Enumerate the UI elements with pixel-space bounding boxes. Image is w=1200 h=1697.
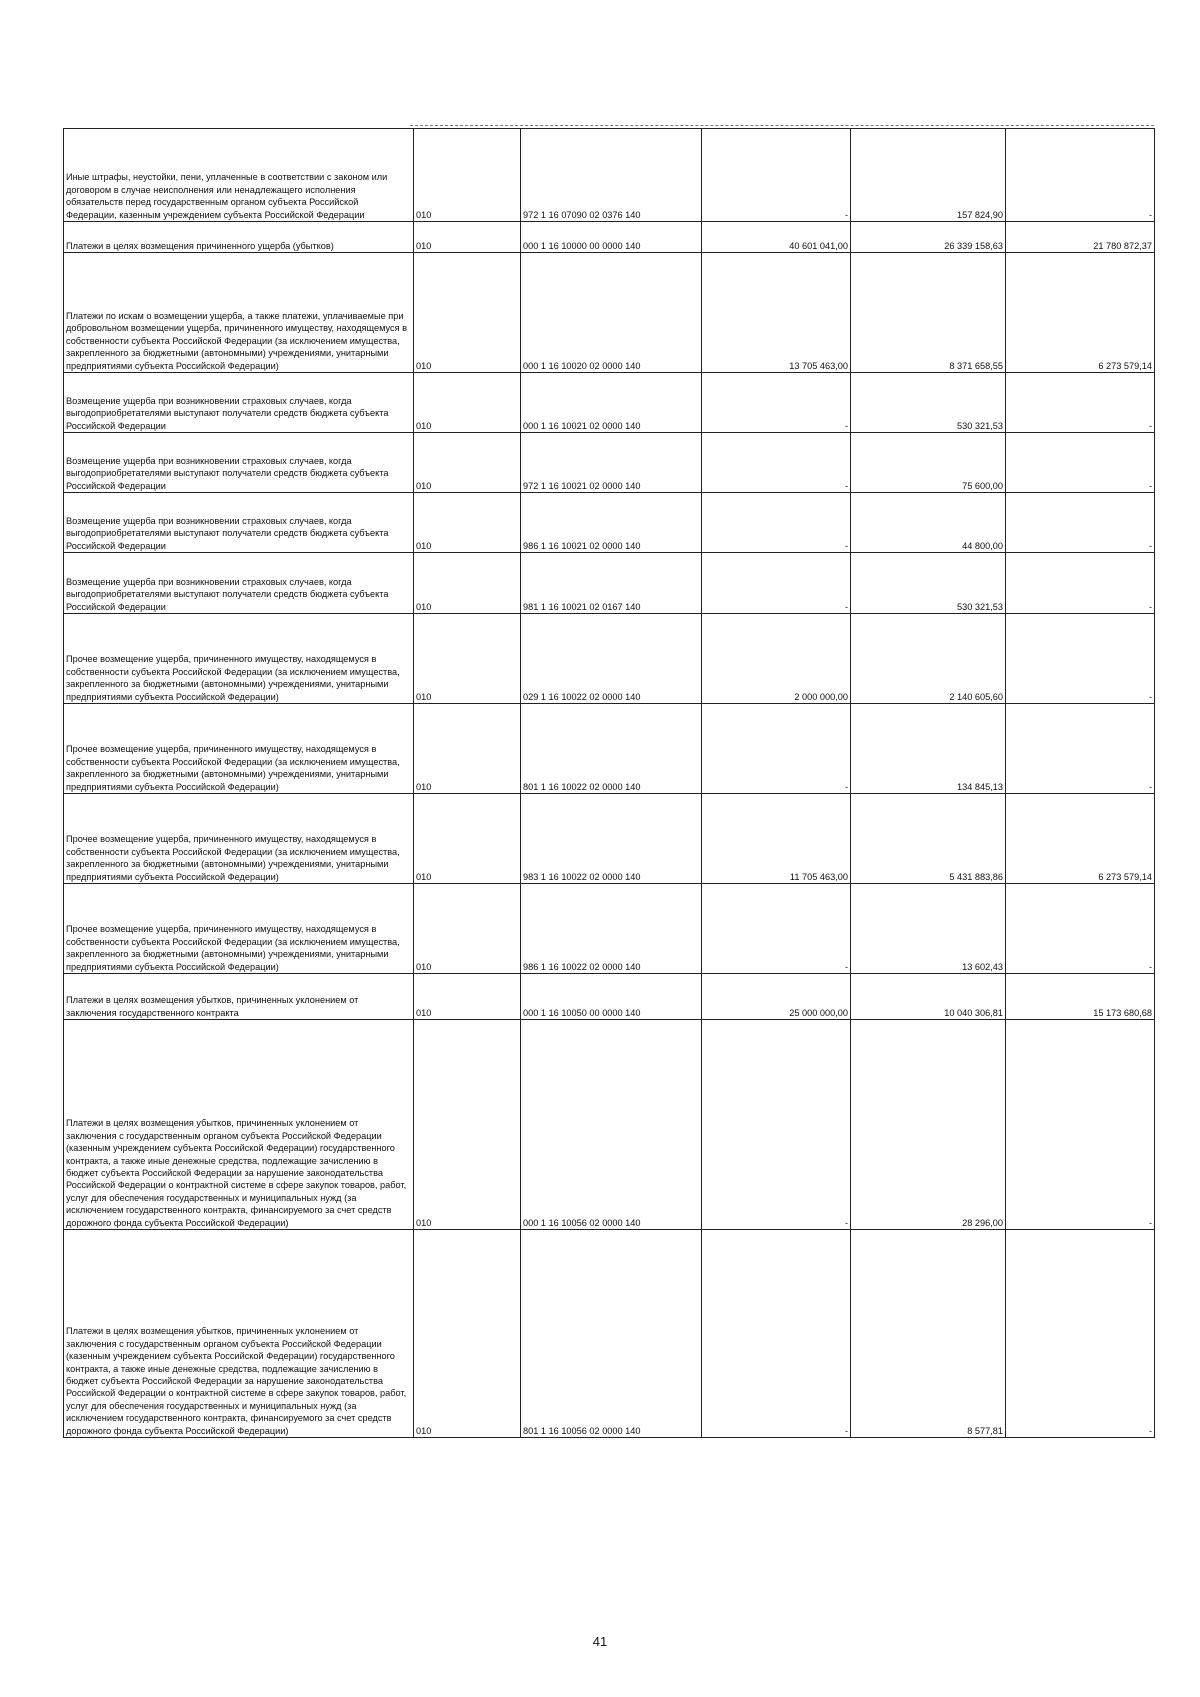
row-unexecuted: 6 273 579,14: [1006, 794, 1155, 884]
table-row: [64, 222, 1155, 253]
row-plan: -: [702, 373, 851, 433]
table-row: [64, 1020, 1155, 1230]
row-name: Платежи по искам о возмещении ущерба, а также платежи, уплачиваемые при добровольном возмещении ущерба, причиненного имуществу, находящемуся в собственности субъекта Российской Федерации (за исключением имущества, закрепленного за бюджетными (автономными) учреждениями, унитарными предприятиями субъекта Российской Федерации): [64, 253, 414, 373]
row-income-code: 000 1 16 10056 02 0000 140: [521, 1020, 702, 1230]
row-executed: 26 339 158,63: [851, 222, 1006, 253]
row-unexecuted: -: [1006, 433, 1155, 493]
row-name: Прочее возмещение ущерба, причиненного имуществу, находящемуся в собственности субъекта Российской Федерации (за исключением имущества, закрепленного за бюджетными (автономными) учреждениями, унитарными предприятиями субъекта Российской Федерации): [64, 704, 414, 794]
row-name: Прочее возмещение ущерба, причиненного имуществу, находящемуся в собственности субъекта Российской Федерации (за исключением имущества, закрепленного за бюджетными (автономными) учреждениями, унитарными предприятиями субъекта Российской Федерации): [64, 884, 414, 974]
row-unexecuted: -: [1006, 373, 1155, 433]
row-plan: -: [702, 1230, 851, 1438]
page-number: 41: [592, 1634, 608, 1649]
table-row: [64, 129, 1155, 222]
row-unexecuted: -: [1006, 884, 1155, 974]
row-name: Возмещение ущерба при возникновении страховых случаев, когда выгодоприобретателями выступают получатели средств бюджета субъекта Российской Федерации: [64, 493, 414, 553]
row-income-code: 801 1 16 10056 02 0000 140: [521, 1230, 702, 1438]
row-executed: 75 600,00: [851, 433, 1006, 493]
row-line-code: 010: [414, 704, 521, 794]
row-line-code: 010: [414, 1230, 521, 1438]
row-plan: -: [702, 493, 851, 553]
row-executed: 157 824,90: [851, 129, 1006, 222]
table-row: [64, 974, 1155, 1020]
table-row: [64, 553, 1155, 614]
row-executed: 2 140 605,60: [851, 614, 1006, 704]
table-row: [64, 493, 1155, 553]
row-executed: 13 602,43: [851, 884, 1006, 974]
row-line-code: 010: [414, 553, 521, 614]
row-line-code: 010: [414, 493, 521, 553]
row-name: Возмещение ущерба при возникновении страховых случаев, когда выгодоприобретателями выступают получатели средств бюджета субъекта Российской Федерации: [64, 553, 414, 614]
row-unexecuted: -: [1006, 129, 1155, 222]
row-name: Прочее возмещение ущерба, причиненного имуществу, находящемуся в собственности субъекта Российской Федерации (за исключением имущества, закрепленного за бюджетными (автономными) учреждениями, унитарными предприятиями субъекта Российской Федерации): [64, 614, 414, 704]
row-name: Возмещение ущерба при возникновении страховых случаев, когда выгодоприобретателями выступают получатели средств бюджета субъекта Российской Федерации: [64, 373, 414, 433]
row-line-code: 010: [414, 794, 521, 884]
row-income-code: 972 1 16 07090 02 0376 140: [521, 129, 702, 222]
row-name: Платежи в целях возмещения убытков, причиненных уклонением от заключения с государственным органом субъекта Российской Федерации (казенным учреждением субъекта Российской Федерации) государственного контракта, а также иные денежные средства, подлежащие зачислению в бюджет субъекта Российской Федерации за нарушение законодательства Российской Федерации о контрактной системе в сфере закупок товаров, работ, услуг для обеспечения государственных и муниципальных нужд (за исключением государственного контракта, финансируемого за счет средств дорожного фонда субъекта Российской Федерации): [64, 1020, 414, 1230]
row-income-code: 986 1 16 10021 02 0000 140: [521, 493, 702, 553]
row-line-code: 010: [414, 129, 521, 222]
row-unexecuted: -: [1006, 553, 1155, 614]
row-name: Возмещение ущерба при возникновении страховых случаев, когда выгодоприобретателями выступают получатели средств бюджета субъекта Российской Федерации: [64, 433, 414, 493]
row-executed: 44 800,00: [851, 493, 1006, 553]
row-unexecuted: -: [1006, 1020, 1155, 1230]
row-plan: -: [702, 884, 851, 974]
row-name: Платежи в целях возмещения причиненного ущерба (убытков): [64, 222, 414, 253]
row-income-code: 000 1 16 10021 02 0000 140: [521, 373, 702, 433]
row-name: Платежи в целях возмещения убытков, причиненных уклонением от заключения с государственным органом субъекта Российской Федерации (казенным учреждением субъекта Российской Федерации) государственного контракта, а также иные денежные средства, подлежащие зачислению в бюджет субъекта Российской Федерации за нарушение законодательства Российской Федерации о контрактной системе в сфере закупок товаров, работ, услуг для обеспечения государственных и муниципальных нужд (за исключением государственного контракта, финансируемого за счет средств дорожного фонда субъекта Российской Федерации): [64, 1230, 414, 1438]
row-unexecuted: 6 273 579,14: [1006, 253, 1155, 373]
row-income-code: 986 1 16 10022 02 0000 140: [521, 884, 702, 974]
row-plan: 2 000 000,00: [702, 614, 851, 704]
row-name: Платежи в целях возмещения убытков, причиненных уклонением от заключения государственного контракта: [64, 974, 414, 1020]
row-line-code: 010: [414, 1020, 521, 1230]
row-unexecuted: -: [1006, 1230, 1155, 1438]
row-plan: 25 000 000,00: [702, 974, 851, 1020]
table-row: [64, 884, 1155, 974]
row-line-code: 010: [414, 974, 521, 1020]
row-plan: 11 705 463,00: [702, 794, 851, 884]
row-line-code: 010: [414, 884, 521, 974]
row-executed: 28 296,00: [851, 1020, 1006, 1230]
row-unexecuted: -: [1006, 614, 1155, 704]
row-plan: -: [702, 433, 851, 493]
row-line-code: 010: [414, 433, 521, 493]
row-executed: 8 577,81: [851, 1230, 1006, 1438]
row-name: Иные штрафы, неустойки, пени, уплаченные в соответствии с законом или договором в случае неисполнения или ненадлежащего исполнения обязательств перед государственным органом субъекта Российской Федерации, казенным учреждением субъекта Российской Федерации: [64, 129, 414, 222]
row-plan: -: [702, 1020, 851, 1230]
row-income-code: 801 1 16 10022 02 0000 140: [521, 704, 702, 794]
row-plan: -: [702, 704, 851, 794]
row-executed: 530 321,53: [851, 553, 1006, 614]
table-row: [64, 373, 1155, 433]
row-executed: 134 845,13: [851, 704, 1006, 794]
row-executed: 8 371 658,55: [851, 253, 1006, 373]
top-rule: [410, 125, 1154, 126]
table-row: [64, 794, 1155, 884]
row-income-code: 983 1 16 10022 02 0000 140: [521, 794, 702, 884]
row-income-code: 000 1 16 10020 02 0000 140: [521, 253, 702, 373]
table-row: [64, 253, 1155, 373]
table-row: [64, 1230, 1155, 1438]
row-plan: 13 705 463,00: [702, 253, 851, 373]
row-line-code: 010: [414, 222, 521, 253]
row-executed: 530 321,53: [851, 373, 1006, 433]
row-name: Прочее возмещение ущерба, причиненного имуществу, находящемуся в собственности субъекта Российской Федерации (за исключением имущества, закрепленного за бюджетными (автономными) учреждениями, унитарными предприятиями субъекта Российской Федерации): [64, 794, 414, 884]
row-line-code: 010: [414, 253, 521, 373]
row-plan: -: [702, 553, 851, 614]
row-unexecuted: 21 780 872,37: [1006, 222, 1155, 253]
row-plan: -: [702, 129, 851, 222]
row-income-code: 029 1 16 10022 02 0000 140: [521, 614, 702, 704]
row-executed: 10 040 306,81: [851, 974, 1006, 1020]
row-line-code: 010: [414, 373, 521, 433]
revenue-table: [63, 128, 1155, 1438]
row-executed: 5 431 883,86: [851, 794, 1006, 884]
row-income-code: 972 1 16 10021 02 0000 140: [521, 433, 702, 493]
table-row: [64, 433, 1155, 493]
row-unexecuted: -: [1006, 704, 1155, 794]
row-unexecuted: 15 173 680,68: [1006, 974, 1155, 1020]
row-plan: 40 601 041,00: [702, 222, 851, 253]
table-row: [64, 614, 1155, 704]
row-line-code: 010: [414, 614, 521, 704]
row-unexecuted: -: [1006, 493, 1155, 553]
row-income-code: 000 1 16 10000 00 0000 140: [521, 222, 702, 253]
table-row: [64, 704, 1155, 794]
row-income-code: 000 1 16 10050 00 0000 140: [521, 974, 702, 1020]
row-income-code: 981 1 16 10021 02 0167 140: [521, 553, 702, 614]
